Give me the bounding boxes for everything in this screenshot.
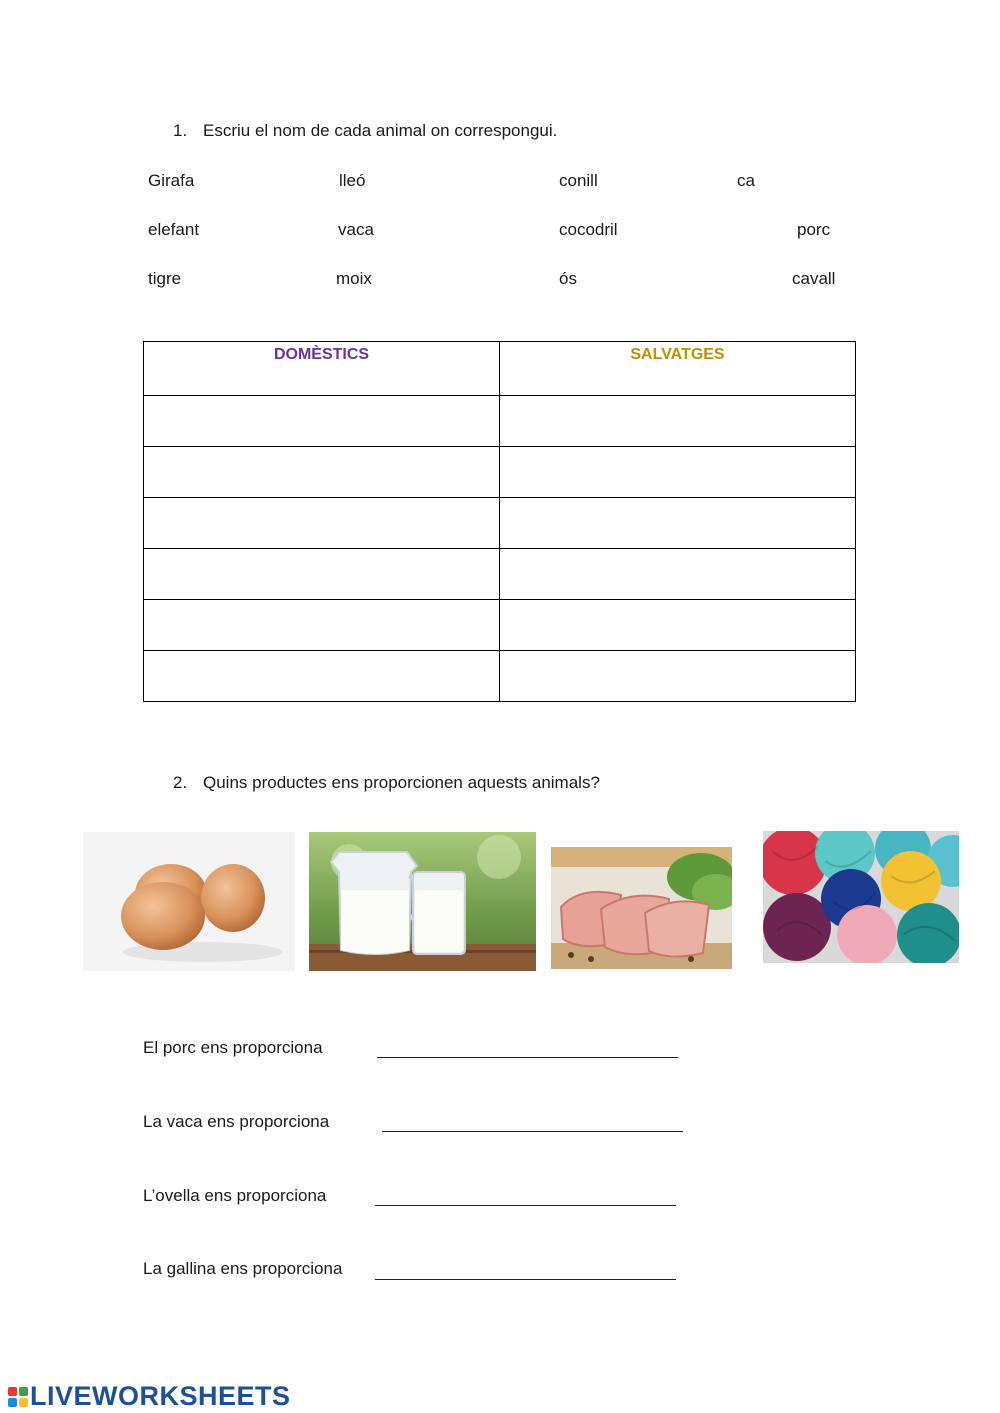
header-salvatges: SALVATGES <box>500 342 856 396</box>
answer-cell-domestics[interactable] <box>144 600 500 651</box>
yarn-icon <box>763 831 959 963</box>
table-row <box>144 651 856 702</box>
meat-image <box>551 847 732 969</box>
answer-cell-domestics[interactable] <box>144 396 500 447</box>
answer-line-ovella[interactable] <box>375 1205 676 1206</box>
answer-cell-domestics[interactable] <box>144 549 500 600</box>
word-bank-item: elefant <box>148 220 200 239</box>
question-2-text: Quins productes ens proporcionen aquests animals? <box>203 773 600 792</box>
question-1 <box>173 121 557 141</box>
word-bank-item: vaca <box>338 220 374 239</box>
sentence-porc: El porc ens proporciona <box>143 1038 323 1057</box>
answer-cell-salvatges[interactable] <box>500 447 856 498</box>
table-row <box>144 447 856 498</box>
answer-line-gallina[interactable] <box>375 1279 676 1280</box>
question-2-number: 2. <box>173 773 188 792</box>
word-bank-item: ca <box>737 171 755 190</box>
word-bank-item: moix <box>336 269 372 288</box>
answer-cell-salvatges[interactable] <box>500 600 856 651</box>
table-row <box>144 396 856 447</box>
answer-cell-domestics[interactable] <box>144 498 500 549</box>
answer-cell-domestics[interactable] <box>144 651 500 702</box>
meat-icon <box>551 847 732 969</box>
answer-cell-salvatges[interactable] <box>500 498 856 549</box>
milk-image <box>309 832 536 971</box>
logo-text: LIVEWORKSHEETS <box>30 1381 291 1411</box>
eggs-icon <box>83 832 295 971</box>
liveworksheets-logo <box>8 1381 291 1412</box>
question-2 <box>173 773 600 793</box>
wool-image <box>763 831 959 963</box>
word-bank-item: ós <box>559 269 577 288</box>
question-1-text: Escriu el nom de cada animal on correspongui. <box>203 121 558 140</box>
answer-line-porc[interactable] <box>377 1057 678 1058</box>
table-row <box>144 549 856 600</box>
logo-mark-icon <box>8 1387 28 1407</box>
sentence-ovella: L’ovella ens proporciona <box>143 1186 327 1205</box>
eggs-image <box>83 832 295 971</box>
word-bank-item: porc <box>797 220 831 239</box>
milk-icon <box>309 832 536 971</box>
sentence-vaca: La vaca ens proporciona <box>143 1112 330 1131</box>
answer-cell-salvatges[interactable] <box>500 396 856 447</box>
answer-cell-salvatges[interactable] <box>500 549 856 600</box>
question-1-number: 1. <box>173 121 188 140</box>
answer-line-vaca[interactable] <box>382 1131 683 1132</box>
header-domestics: DOMÈSTICS <box>144 342 500 396</box>
word-bank-item: conill <box>559 171 598 190</box>
word-bank-item: cocodril <box>559 220 618 239</box>
table-row <box>144 498 856 549</box>
word-bank-item: cavall <box>792 269 836 288</box>
word-bank-item: tigre <box>148 269 182 288</box>
answer-cell-domestics[interactable] <box>144 447 500 498</box>
sorting-table <box>143 341 856 702</box>
sentence-gallina: La gallina ens proporciona <box>143 1259 343 1278</box>
table-row <box>144 600 856 651</box>
answer-cell-salvatges[interactable] <box>500 651 856 702</box>
word-bank-item: Girafa <box>148 171 195 190</box>
word-bank-item: lleó <box>339 171 366 190</box>
table-header-row <box>144 342 856 396</box>
